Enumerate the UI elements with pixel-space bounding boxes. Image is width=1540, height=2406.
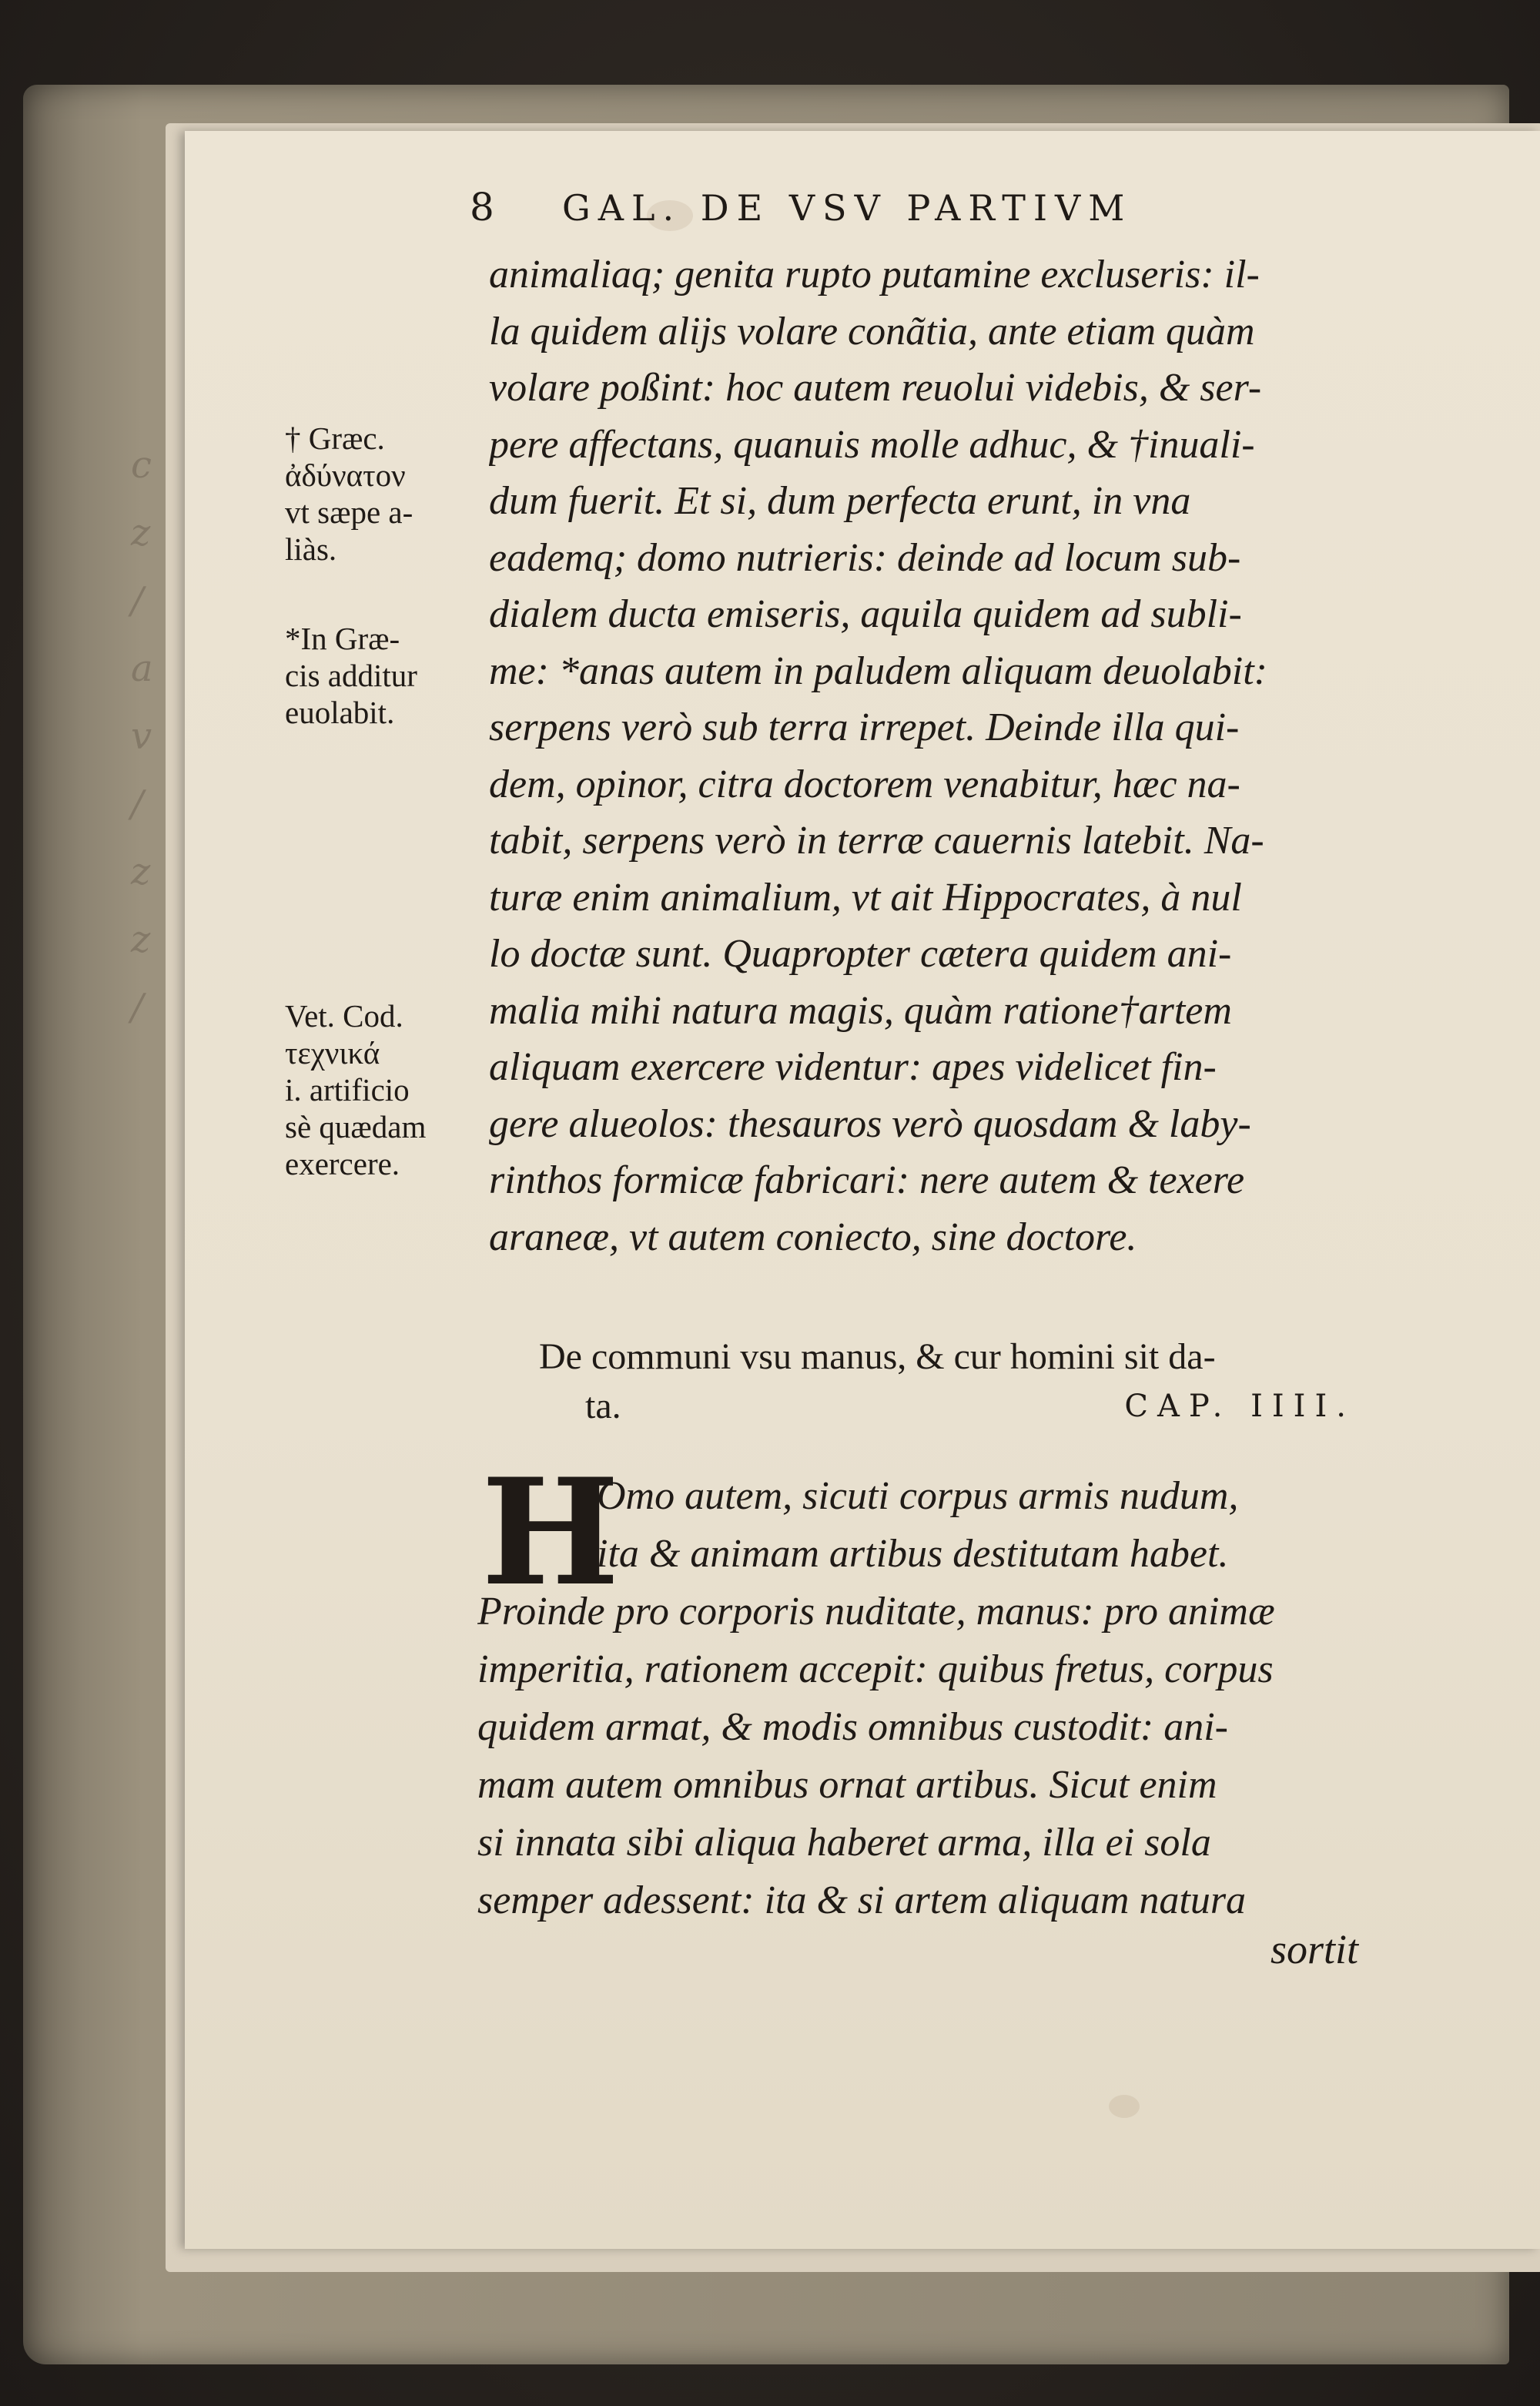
chapter-line: semper adessent: ita & si artem aliquam natura: [477, 1878, 1247, 1922]
chapter-text-block: [477, 1446, 1394, 1929]
chapter-heading-line: ta.: [585, 1386, 621, 1426]
spine-bleedthrough: c z / a v / z z /: [131, 444, 153, 1029]
text-line: turæ enim animalium, vt ait Hippocrates, à nul: [489, 875, 1242, 920]
text-line: dialem ducta emiseris, aquila quidem ad subli-: [489, 592, 1242, 636]
main-text-block: [489, 246, 1405, 1265]
chapter-line: Omo autem, sicuti corpus armis nudum,: [597, 1474, 1239, 1518]
page-number: 8: [470, 185, 494, 230]
chapter-line: mam autem omnibus ornat artibus. Sicut enim: [477, 1763, 1217, 1807]
text-line: serpens verò sub terra irrepet. Deinde illa qui-: [489, 705, 1240, 749]
chapter-line: si innata sibi aliqua haberet arma, illa ei sola: [477, 1821, 1211, 1865]
text-line: dem, opinor, citra doctorem venabitur, hæc na-: [489, 762, 1240, 806]
text-line: pere affectans, quanuis molle adhuc, & †inuali-: [489, 422, 1255, 467]
decorated-initial: H: [481, 1446, 620, 1618]
chapter-heading-line: De communi vsu manus, & cur homini sit da-: [539, 1336, 1216, 1377]
text-line: rinthos formicæ fabricari: nere autem & texere: [489, 1158, 1245, 1202]
catchword: sortit: [1270, 1926, 1359, 1972]
text-line: aliquam exercere videntur: apes videlicet fin-: [489, 1045, 1217, 1089]
text-line: tabit, serpens verò in terræ cauernis latebit. Na-: [489, 819, 1264, 863]
running-title: GAL. DE VSV PARTIVM: [562, 187, 1133, 229]
text-line: lo doctæ sunt. Quapropter cætera quidem ani-: [489, 932, 1232, 976]
chapter-label: CAP. IIII.: [1124, 1389, 1355, 1424]
text-line: la quidem alijs volare conãtia, ante etiam quàm: [489, 309, 1255, 354]
text-line: gere alueolos: thesauros verò quosdam & laby-: [489, 1101, 1251, 1146]
text-line: eademq; domo nutrieris: deinde ad locum sub-: [489, 535, 1241, 580]
running-header: [470, 185, 1394, 230]
text-line: volare poßint: hoc autem reuolui videbis, & ser-: [489, 366, 1262, 410]
chapter-line: ita & animam artibus destitutam habet.: [597, 1532, 1229, 1576]
text-line: dum fuerit. Et si, dum perfecta erunt, in vna: [489, 479, 1191, 523]
margin-note-vet-cod: Vet. Cod. τεχνικά i. artificio sè quædam exercere.: [285, 998, 427, 1181]
text-line: araneæ, vt autem coniecto, sine doctore.: [489, 1215, 1137, 1259]
chapter-line: imperitia, rationem accepit: quibus fretus, corpus: [477, 1647, 1274, 1691]
chapter-line: Proinde pro corporis nuditate, manus: pro animæ: [477, 1590, 1275, 1634]
chapter-line: quidem armat, & modis omnibus custodit: ani-: [477, 1705, 1228, 1749]
text-line: animaliaq; genita rupto putamine excluseris: il-: [489, 253, 1260, 297]
text-line: me: *anas autem in paludem aliquam deuolabit:: [489, 648, 1267, 693]
text-line: malia mihi natura magis, quàm ratione†artem: [489, 988, 1232, 1033]
chapter-heading: [539, 1332, 1386, 1431]
margin-note-in-graecis: *In Græ- cis additur euolabit.: [285, 621, 417, 730]
margin-note-graec: † Græc. ἀδύνατον vt sæpe a- liàs.: [285, 421, 413, 567]
